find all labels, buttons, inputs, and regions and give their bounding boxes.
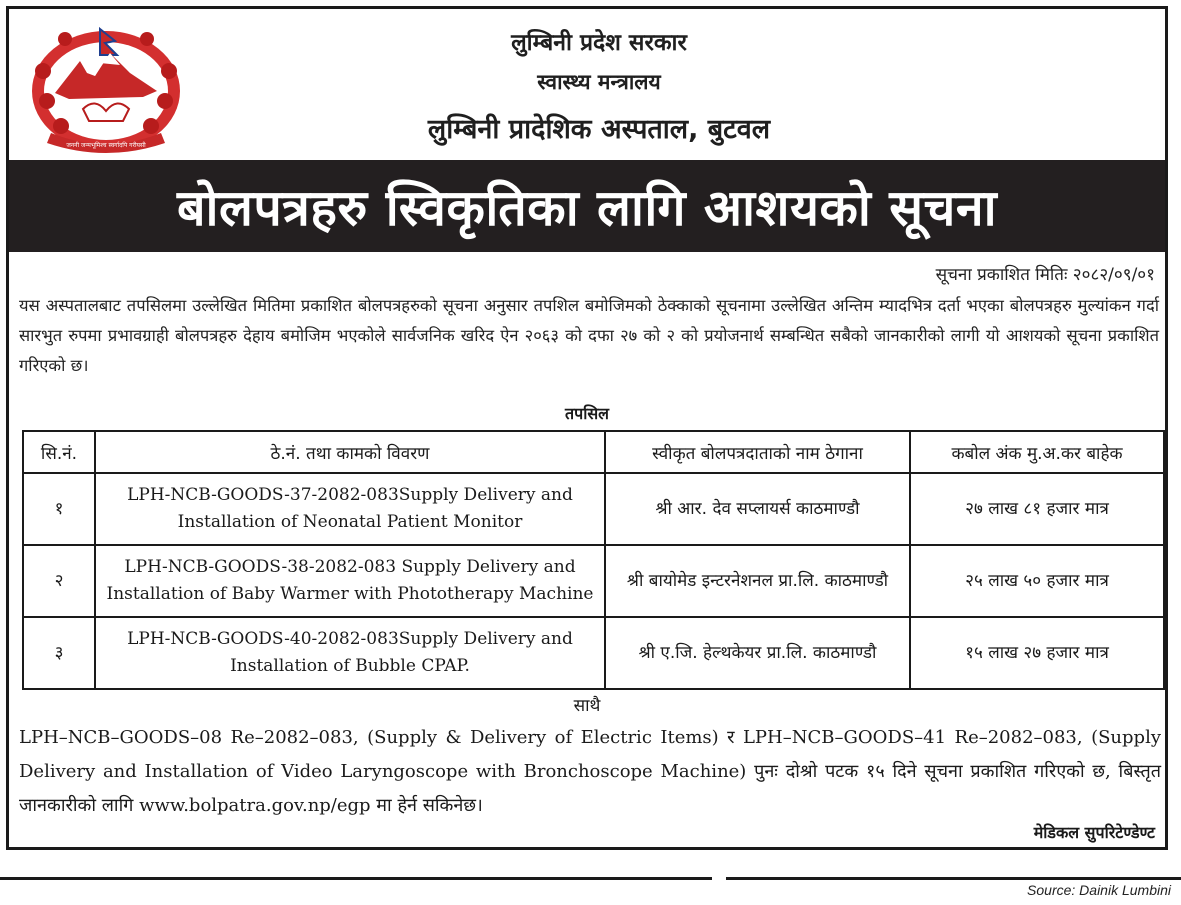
intro-paragraph: यस अस्पतालबाट तपसिलमा उल्लेखित मितिमा प्रकाशित बोलपत्रहरुको सूचना अनुसार तपशिल बमोजिमको ठेक्काको सूचनामा उल्लेखित अन्तिम म्यादभित्र दर्ता भएका बोलपत्रहरु मुल्यांकन गर्दा सारभुत रुपमा प्रभावग्राही बोलपत्रहरु देहाय बमोजिम भएकोले सार्वजनिक खरिद ऐन २०६३ को दफा २७ को २ को प्रयोजनार्थ सम्बन्धित सबैको जानकारीको लागी यो आशयको सूचना प्रकाशित गरिएको छ।	[19, 296, 1159, 375]
col-header-amount: कबोल अंक मु.अ.कर बाहेक	[910, 431, 1164, 473]
signatory: मेडिकल सुपरिटेण्डेण्ट	[1033, 823, 1155, 842]
col-header-sn: सि.नं.	[23, 431, 95, 473]
row-sn: २	[23, 545, 95, 617]
bid-table	[22, 430, 1165, 690]
row-description: LPH-NCB-GOODS-37-2082-083Supply Delivery and Installation of Neonatal Patient Monitor	[95, 473, 605, 545]
row-bidder: श्री आर. देव सप्लायर्स काठमाण्डौ	[605, 473, 910, 545]
col-header-bidder: स्वीकृत बोलपत्रदाताको नाम ठेगाना	[605, 431, 910, 473]
table-caption: तपसिल	[564, 404, 610, 423]
row-amount: २७ लाख ८१ हजार मात्र	[910, 473, 1164, 545]
table-row	[23, 545, 1164, 617]
notice-frame	[6, 6, 1168, 850]
footer-rule-left	[0, 877, 712, 880]
col-header-description: ठे.नं. तथा कामको विवरण	[95, 431, 605, 473]
notice-title: बोलपत्रहरु स्विकृतिका लागि आशयको सूचना	[176, 179, 998, 237]
nepal-emblem-logo	[25, 21, 187, 156]
notice-title-banner	[9, 160, 1165, 252]
row-amount: २५ लाख ५० हजार मात्र	[910, 545, 1164, 617]
row-sn: ३	[23, 617, 95, 689]
svg-text:जननी जन्मभूमिश्च स्वर्गादपि गर: जननी जन्मभूमिश्च स्वर्गादपि गरीयसी	[66, 142, 146, 149]
table-header-row	[23, 431, 1164, 473]
source-credit: Source: Dainik Lumbini	[1027, 882, 1171, 898]
table-row	[23, 617, 1164, 689]
row-bidder: श्री ए.जि. हेल्थकेयर प्रा.लि. काठमाण्डौ	[605, 617, 910, 689]
table-row	[23, 473, 1164, 545]
ministry-name: स्वास्थ्य मन्त्रालय	[537, 70, 661, 94]
row-bidder: श्री बायोमेड इन्टरनेशनल प्रा.लि. काठमाण्डौ	[605, 545, 910, 617]
row-amount: १५ लाख २७ हजार मात्र	[910, 617, 1164, 689]
publication-date: सूचना प्रकाशित मितिः २०८२/०९/०१	[935, 265, 1155, 285]
row-description: LPH-NCB-GOODS-40-2082-083Supply Delivery and Installation of Bubble CPAP.	[95, 617, 605, 689]
footer-rule-right	[726, 877, 1181, 880]
hospital-name: लुम्बिनी प्रादेशिक अस्पताल, बुटवल	[427, 114, 771, 145]
govt-name: लुम्बिनी प्रदेश सरकार	[511, 30, 687, 56]
row-sn: १	[23, 473, 95, 545]
rebid-notice-paragraph: LPH–NCB–GOODS–08 Re–2082–083, (Supply & Delivery of Electric Items) र LPH–NCB–GOODS–41 Re–2082–083, (Supply Delivery and Installation of Video Laryngoscope with Bronchoscope Machine) पुनः दोश्रो पटक १५ दिने सूचना प्रकाशित गरिएको छ, बिस्तृत जानकारीको लागि www.bolpatra.gov.np/egp मा हेर्न सकिनेछ।	[19, 727, 1161, 816]
also-label: साथै	[573, 696, 601, 716]
row-description: LPH-NCB-GOODS-38-2082-083 Supply Delivery and Installation of Baby Warmer with Phototherapy Machine	[95, 545, 605, 617]
